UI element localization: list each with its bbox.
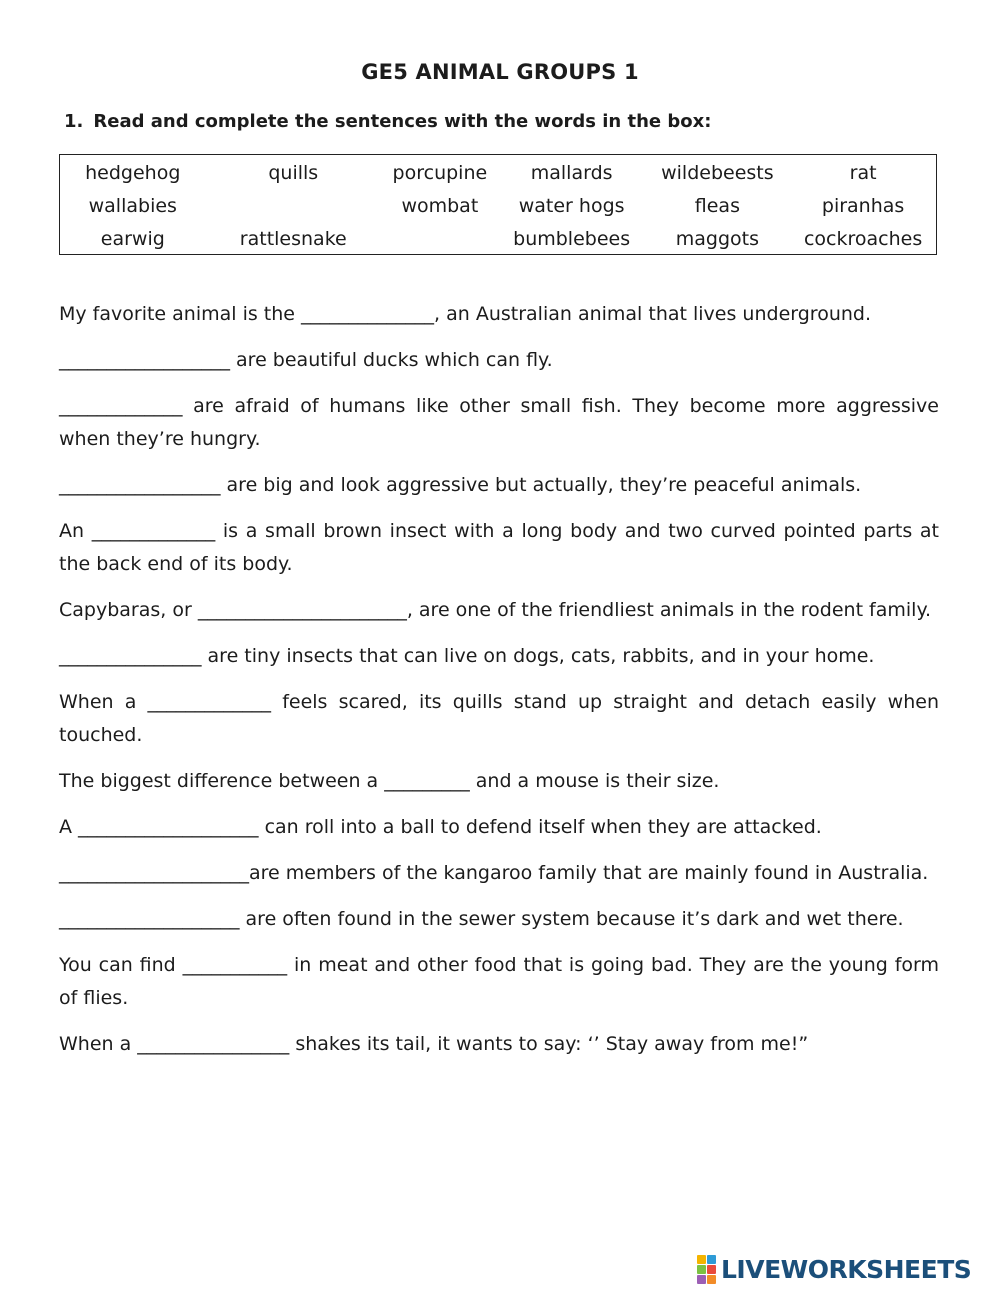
sentence-2: __________________ are beautiful ducks which can fly. [59,349,553,371]
word-cell: mallards [530,161,613,184]
logo-block [707,1275,716,1284]
word-box-row [60,222,936,255]
word-cell: wildebeests [661,161,774,184]
instruction [64,111,711,132]
sentence-9: The biggest difference between a _________ and a mouse is their size. [59,770,720,792]
word-cell: fleas [694,194,740,217]
sentence-list [59,298,939,1074]
word-cell: quills [268,161,319,184]
word-cell: bumblebees [513,227,631,250]
sentence-10: A ___________________ can roll into a ball to defend itself when they are attacked. [59,816,822,838]
word-box-row [60,189,936,222]
sentence-14: When a ________________ shakes its tail, it wants to say: ‘’ Stay away from me!” [59,1033,809,1055]
logo-block [707,1265,716,1274]
word-cell: rat [849,161,877,184]
word-cell: wallabies [88,194,177,217]
liveworksheets-logo [697,1254,971,1284]
word-cell: piranhas [821,194,905,217]
sentence-11: ____________________are members of the kangaroo family that are mainly found in Australia. [59,862,929,884]
word-box [59,154,937,255]
instruction-number: 1. [64,111,84,132]
logo-text: LIVEWORKSHEETS [721,1254,972,1284]
instruction-text: Read and complete the sentences with the words in the box: [93,111,712,132]
word-cell: earwig [100,227,165,250]
word-cell: hedgehog [85,161,181,184]
sentence-6: Capybaras, or ______________________, are one of the friendliest animals in the rodent family. [59,599,932,621]
word-cell [381,222,499,255]
word-cell: rattlesnake [239,227,347,250]
logo-blocks-icon [697,1255,716,1284]
sentence-7: _______________ are tiny insects that can live on dogs, cats, rabbits, and in your home. [59,645,875,667]
sentence-12: ___________________ are often found in the sewer system because it’s dark and wet there. [59,908,904,930]
sentence-5: An _____________ is a small brown insect with a long body and two curved pointed parts at the back end of its body. [59,520,939,575]
word-cell: water hogs [518,194,625,217]
sentence-8: When a _____________ feels scared, its quills stand up straight and detach easily when touched. [59,691,939,746]
word-cell: cockroaches [803,227,923,250]
sentence-4: _________________ are big and look aggressive but actually, they’re peaceful animals. [59,474,862,496]
word-cell: wombat [401,194,479,217]
logo-block [697,1275,706,1284]
logo-block [707,1255,716,1264]
sentence-1: My favorite animal is the ______________, an Australian animal that lives underground. [59,303,872,325]
logo-block [697,1265,706,1274]
sentence-3: _____________ are afraid of humans like other small fish. They become more aggressive when they’re hungry. [59,395,939,450]
word-cell: maggots [675,227,759,250]
worksheet-title: GE5 ANIMAL GROUPS 1 [361,60,639,84]
word-cell: porcupine [392,161,488,184]
word-box-table [60,156,936,255]
word-cell [206,189,381,222]
logo-block [697,1255,706,1264]
sentence-13: You can find ___________ in meat and other food that is going bad. They are the young form of flies. [59,954,939,1009]
word-box-row [60,156,936,189]
